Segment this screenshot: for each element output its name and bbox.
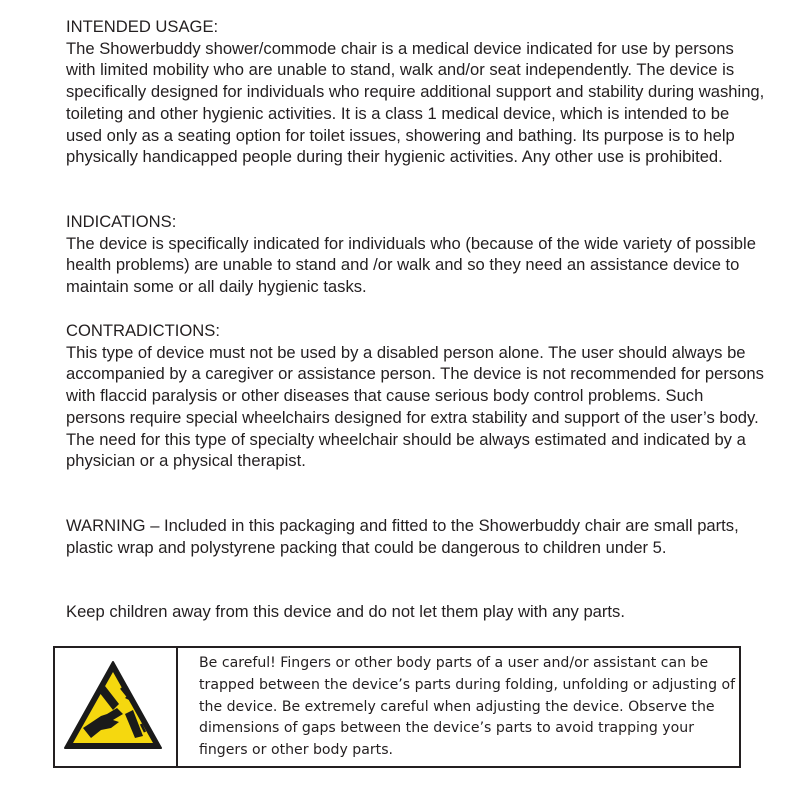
intended-usage-text: The Showerbuddy shower/commode chair is a medical device indicated for use by persons with limited mobility who are unable to stand, walk and/or seat independently. The device is specifically designed for individuals who require additional support and stability during washing, toileting and other hygienic activities. It is a class 1 medical device, which is intended to be used only as a seating option for toilet issues, showering and bathing. Its purpose is to help physically handicapped people during their hygienic activities. Any other use is prohibited.	[66, 38, 765, 167]
warning-text: WARNING – Included in this packaging and fitted to the Showerbuddy chair are small parts, plastic wrap and polystyrene packing that could be dangerous to children under 5.	[66, 516, 739, 557]
intended-usage-heading: INTENDED USAGE:	[66, 17, 219, 36]
warning-section	[66, 515, 766, 558]
contradictions-heading: CONTRADICTIONS:	[66, 321, 220, 340]
intended-usage-section	[66, 16, 766, 168]
keep-away-section	[66, 601, 766, 623]
contradictions-section	[66, 320, 766, 472]
indications-section	[66, 211, 766, 298]
caution-icon-cell	[55, 648, 178, 766]
crush-hand-warning-icon	[61, 658, 165, 754]
caution-text: Be careful! Fingers or other body parts of a user and/or assistant can be trapped between the device’s parts during folding, unfolding or adjusting of the device. Be extremely careful when adjusting the device. Observe the dimensions of gaps between the device’s parts to avoid trapping your fingers or other body parts.	[199, 655, 736, 759]
indications-text: The device is specifically indicated for individuals who (because of the wide variety of possible health problems) are unable to stand and /or walk and so they need an assistance device to maintain some or all daily hygienic tasks.	[66, 233, 756, 297]
caution-box	[53, 646, 741, 768]
indications-heading: INDICATIONS:	[66, 212, 177, 231]
contradictions-text: This type of device must not be used by a disabled person alone. The user should always be accompanied by a caregiver or assistance person. The device is not recommended for persons with flaccid paralysis or other diseases that cause serious body control problems. Such persons require special wheelchairs designed for extra stability and support of the user’s body. The need for this type of specialty wheelchair should be always estimated and indicated by a physician or a physical therapist.	[66, 342, 764, 471]
keep-away-text: Keep children away from this device and do not let them play with any parts.	[66, 602, 625, 621]
